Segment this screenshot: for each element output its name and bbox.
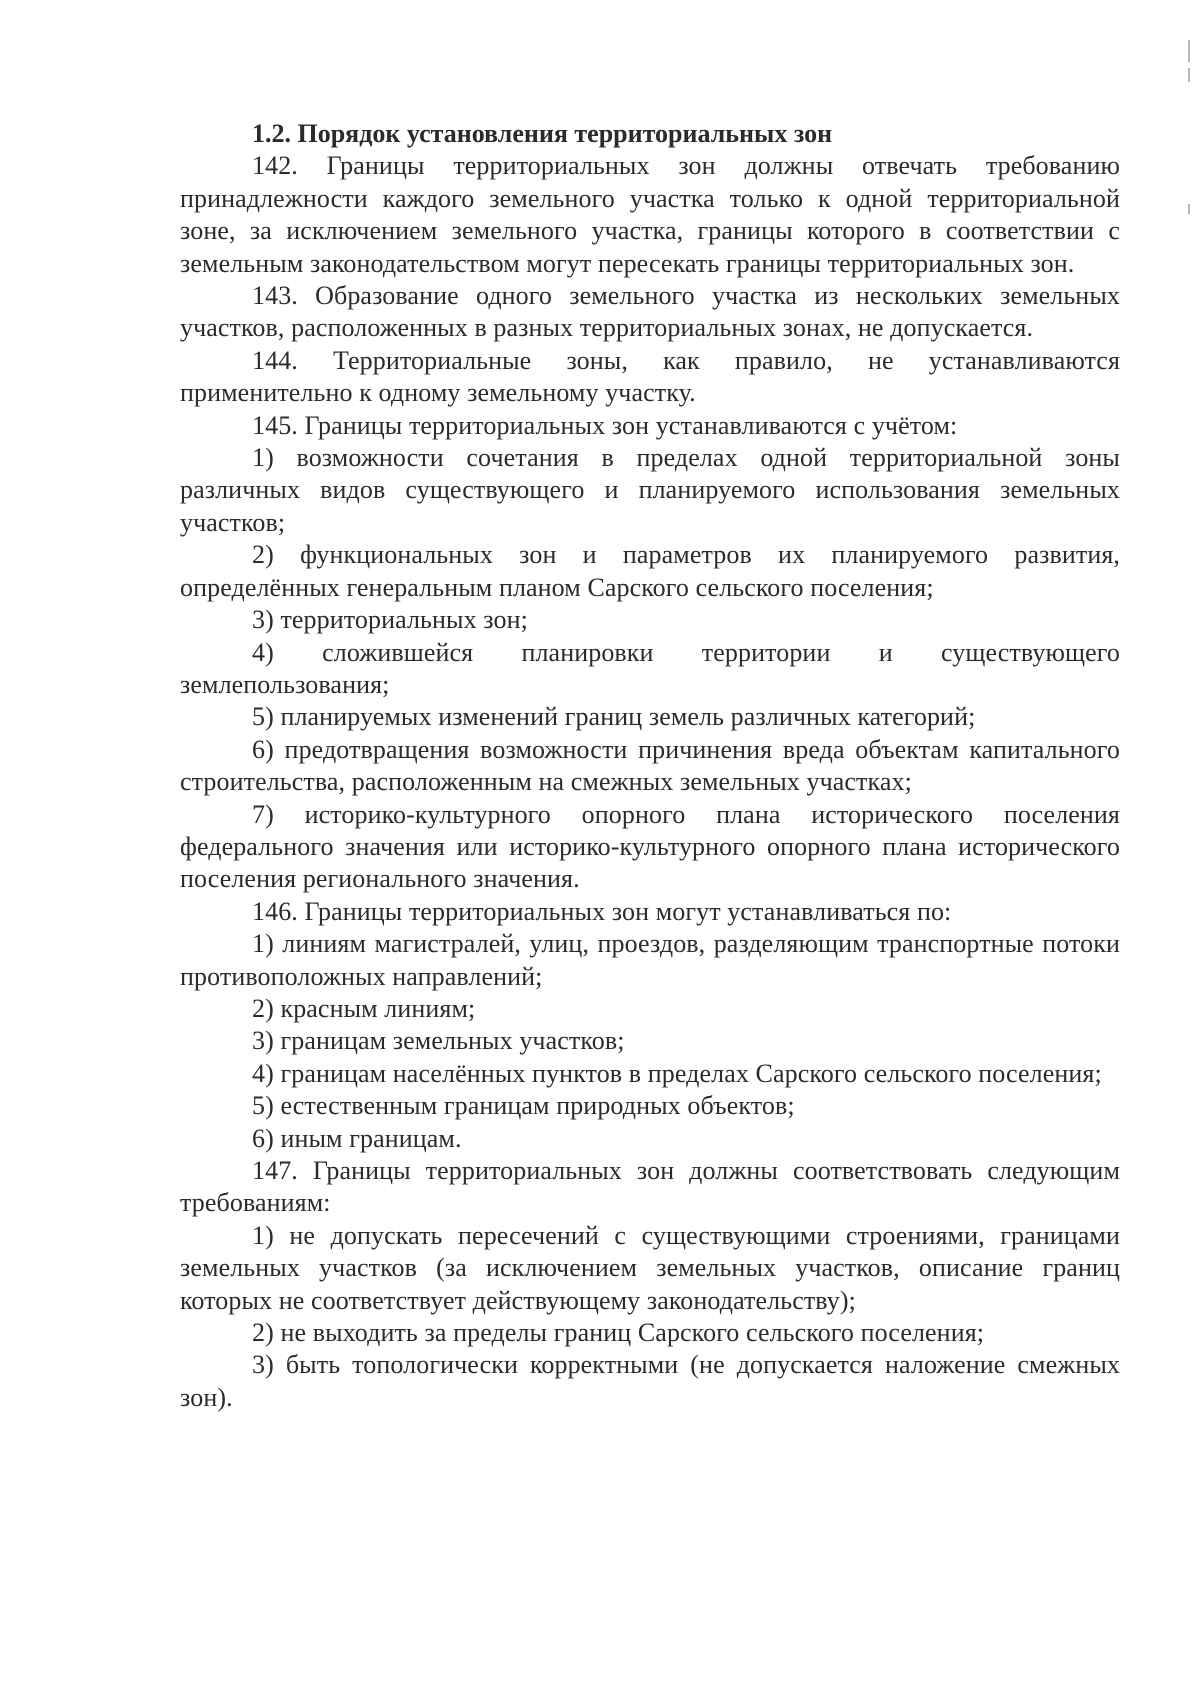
- list-item: 6) иным границам.: [252, 1123, 462, 1153]
- list-item: 1) не допускать пересечений с существующими строениями, границами земельных участков (за исключением земельных участков, описание границ которых не соответствует действующему законодательству);: [180, 1220, 1120, 1315]
- list-item: 3) границам земельных участков;: [252, 1026, 625, 1056]
- list-item: 2) красным линиям;: [252, 993, 476, 1023]
- list-item: 4) границам населённых пунктов в пределах Сарского сельского поселения;: [252, 1058, 1102, 1088]
- paragraph-142: 142. Границы территориальных зон должны отвечать требованию принадлежности каждого земельного участка только к одной территориальной зоне, за исключением земельного участка, границы которого в соответствии с земельным законодательством могут пересекать границы территориальных зон.: [180, 151, 1120, 278]
- list-item: 6) предотвращения возможности причинения вреда объектам капитального строительства, расположенным на смежных земельных участках;: [180, 734, 1120, 797]
- list-item: 2) не выходить за пределы границ Сарского сельского поселения;: [252, 1318, 985, 1348]
- paragraph-147: 147. Границы территориальных зон должны соответствовать следующим требованиям:: [180, 1156, 1120, 1218]
- paragraph-143: 143. Образование одного земельного участка из нескольких земельных участков, расположенных в разных территориальных зонах, не допускается.: [180, 281, 1120, 343]
- section-heading: 1.2. Порядок установления территориальных зон: [252, 119, 833, 148]
- list-item: 3) быть топологически корректными (не допускается наложение смежных зон).: [180, 1350, 1120, 1412]
- list-item: 1) возможности сочетания в пределах одной территориальной зоны различных видов существующего и планируемого использования земельных участков;: [180, 443, 1120, 537]
- list-item: 3) территориальных зон;: [252, 605, 528, 635]
- document-body: [180, 118, 1120, 1414]
- list-item: 1) линиям магистралей, улиц, проездов, разделяющим транспортные потоки противоположных направлений;: [180, 929, 1120, 991]
- paragraph-144: 144. Территориальные зоны, как правило, не устанавливаются применительно к одному земельному участку.: [180, 345, 1120, 408]
- list-item: 5) естественным границам природных объектов;: [252, 1091, 795, 1121]
- scan-artifact: [1188, 68, 1190, 82]
- scan-artifact: [1188, 204, 1190, 214]
- list-item: 4) сложившейся планировки территории и существующего землепользования;: [180, 637, 1120, 699]
- list-item: 7) историко-культурного опорного плана исторического поселения федерального значения или историко-культурного опорного плана исторического поселения регионального значения.: [180, 799, 1120, 894]
- scan-artifact: [1188, 40, 1190, 62]
- paragraph-146: 146. Границы территориальных зон могут устанавливаться по:: [252, 896, 952, 926]
- list-item: 5) планируемых изменений границ земель различных категорий;: [252, 702, 976, 732]
- list-item: 2) функциональных зон и параметров их планируемого развития, определённых генеральным планом Сарского сельского поселения;: [180, 540, 1120, 602]
- paragraph-145: 145. Границы территориальных зон устанавливаются с учётом:: [252, 410, 958, 440]
